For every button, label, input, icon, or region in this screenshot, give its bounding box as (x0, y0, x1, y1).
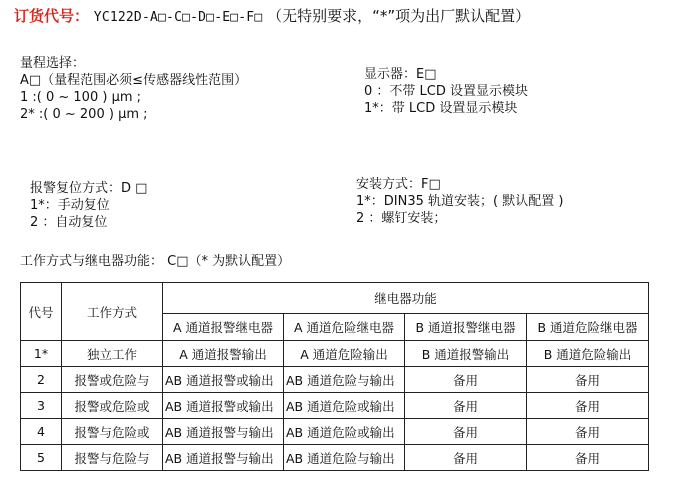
cell-relay-2: AB 通道危险或输出 (284, 419, 405, 445)
cell-relay-1: AB 通道报警与输出 (163, 445, 284, 471)
cell-relay-4: 备用 (527, 367, 649, 393)
range-desc: A□（量程范围必须≤传感器线性范围） (20, 73, 248, 88)
cell-mode: 独立工作 (62, 341, 163, 367)
cell-relay-3: 备用 (405, 367, 527, 393)
cell-relay-4: 备用 (527, 445, 649, 471)
cell-relay-1: A 通道报警输出 (163, 341, 284, 367)
reset-option-1: 1*：手动复位 (30, 198, 110, 213)
cell-code: 2 (21, 367, 62, 393)
reset-option-2: 2 ：自动复位 (30, 215, 108, 230)
mount-title: 安装方式：F□ (356, 177, 441, 192)
table-row (21, 419, 649, 445)
range-section (20, 55, 247, 123)
display-option-0: 0 ：不带 LCD 设置显示模块 (364, 84, 528, 99)
display-option-1: 1*：带 LCD 设置显示模块 (364, 101, 518, 116)
header-mode: 工作方式 (62, 283, 163, 341)
cell-relay-4: 备用 (527, 419, 649, 445)
display-section (364, 66, 528, 117)
cell-relay-3: B 通道报警输出 (405, 341, 527, 367)
reset-section (30, 180, 147, 231)
cell-relay-1: AB 通道报警与输出 (163, 419, 284, 445)
relay-function-table (20, 282, 649, 471)
mount-section (356, 176, 563, 227)
range-option-1: 1 :( 0 ~ 100 ) μm ; (20, 90, 142, 105)
cell-relay-2: AB 通道危险与输出 (284, 367, 405, 393)
cell-mode: 报警与危险或 (62, 419, 163, 445)
subheader-b-danger: B 通道危险继电器 (527, 314, 649, 341)
cell-code: 1* (21, 341, 62, 367)
mount-option-1: 1*：DIN35 轨道安装；( 默认配置 ) (356, 194, 564, 209)
display-title: 显示器：E□ (364, 67, 437, 82)
order-code-title: 订货代号： (14, 7, 90, 25)
subheader-b-alarm: B 通道报警继电器 (405, 314, 527, 341)
header-code: 代号 (21, 283, 62, 341)
table-row (21, 393, 649, 419)
order-code-note: （无特别要求，“*”项为出厂默认配置） (267, 7, 531, 25)
order-code-pattern: YC122D-A□-C□-D□-E□-F□ (93, 10, 263, 25)
table-row (21, 341, 649, 367)
cell-relay-2: AB 通道危险与输出 (284, 445, 405, 471)
cell-mode: 报警或危险或 (62, 393, 163, 419)
header-relay-function: 继电器功能 (163, 283, 649, 314)
table-row (21, 445, 649, 471)
cell-code: 5 (21, 445, 62, 471)
cell-relay-3: 备用 (405, 393, 527, 419)
reset-title: 报警复位方式：D □ (30, 181, 148, 196)
cell-mode: 报警或危险与 (62, 367, 163, 393)
table-row (21, 367, 649, 393)
cell-relay-2: AB 通道危险或输出 (284, 393, 405, 419)
cell-code: 3 (21, 393, 62, 419)
cell-relay-2: A 通道危险输出 (284, 341, 405, 367)
cell-relay-1: AB 通道报警或输出 (163, 393, 284, 419)
cell-relay-1: AB 通道报警或输出 (163, 367, 284, 393)
cell-code: 4 (21, 419, 62, 445)
subheader-a-alarm: A 通道报警继电器 (163, 314, 284, 341)
cell-relay-4: 备用 (527, 393, 649, 419)
relay-title: 工作方式与继电器功能： C□（* 为默认配置） (20, 254, 291, 269)
cell-relay-3: 备用 (405, 445, 527, 471)
range-option-2: 2* :( 0 ~ 200 ) μm ; (20, 107, 148, 122)
cell-mode: 报警与危险与 (62, 445, 163, 471)
cell-relay-3: 备用 (405, 419, 527, 445)
mount-option-2: 2 ：螺钉安装； (356, 211, 447, 226)
subheader-a-danger: A 通道危险继电器 (284, 314, 405, 341)
cell-relay-4: B 通道危险输出 (527, 341, 649, 367)
range-title: 量程选择： (20, 56, 86, 71)
order-code-header (14, 6, 530, 28)
